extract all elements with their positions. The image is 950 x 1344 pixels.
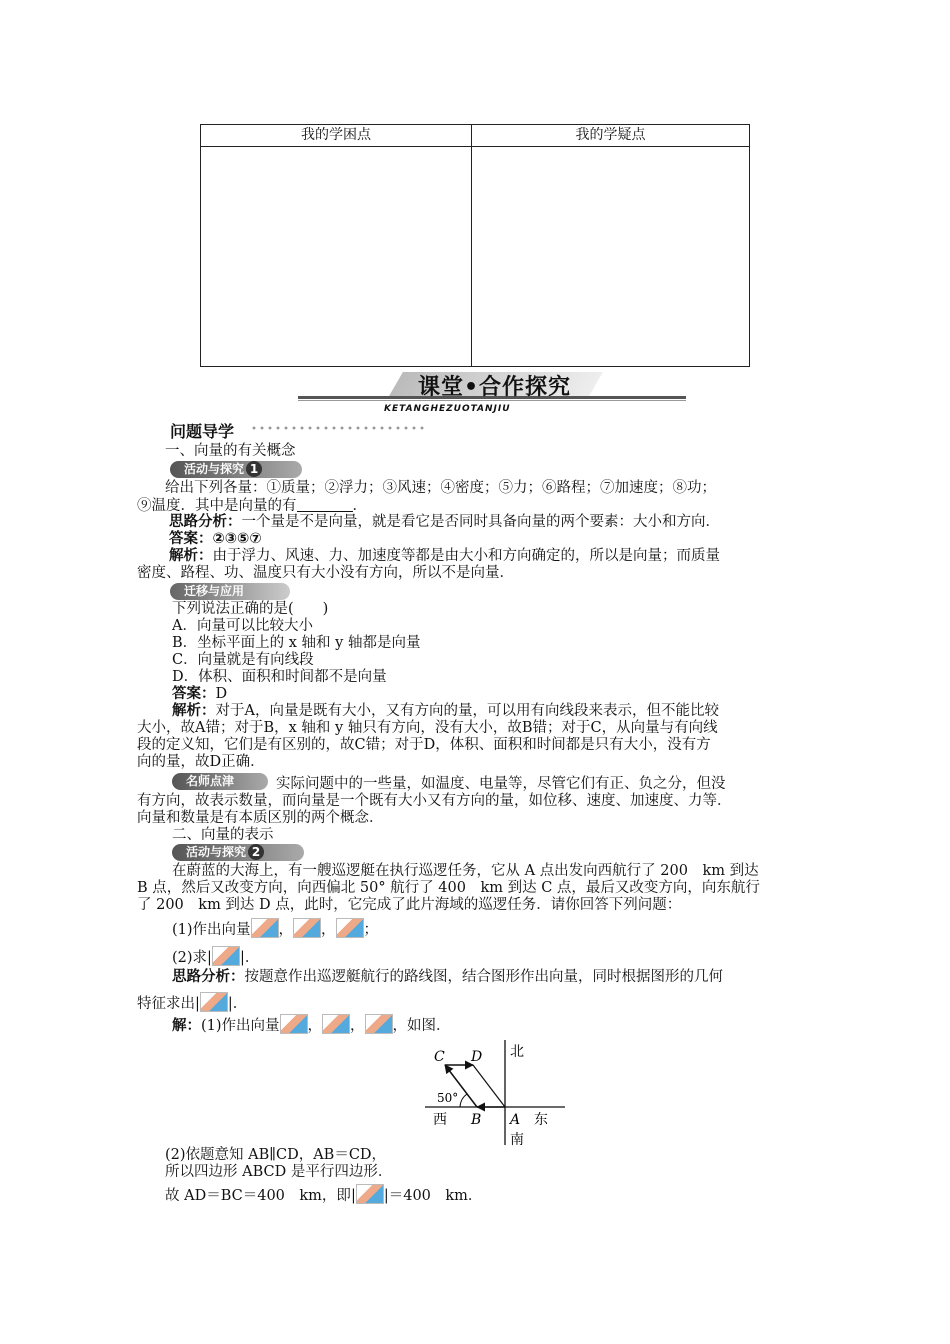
q3-line1: 在蔚蓝的大海上，有一艘巡逻艇在执行巡逻任务，它从 A 点出发向西航行了 200 km 到达 bbox=[172, 863, 759, 879]
explain1-line2: 密度、路程、功、温度只有大小没有方向，所以不是向量． bbox=[137, 565, 514, 581]
teacher-line3: 向量和数量是有本质区别的两个概念． bbox=[137, 810, 384, 826]
q2-option-c: C．向量就是有向线段 bbox=[172, 652, 314, 668]
answer-blank bbox=[297, 497, 353, 512]
label-a: A bbox=[510, 1112, 521, 1128]
answer1: 答案：②③⑤⑦ bbox=[169, 531, 262, 547]
vector-image bbox=[212, 946, 240, 966]
vector-image bbox=[356, 1184, 384, 1204]
label-north: 北 bbox=[510, 1044, 524, 1060]
q3-line2: B 点，然后又改变方向，向西偏北 50° 航行了 400 km 到达 C 点，最后又改变方向，向东航行 bbox=[137, 880, 760, 896]
table-header-rule bbox=[201, 146, 749, 147]
teacher-line2: 有方向，故表示数量，而向量是一个既有大小又有方向的量，如位移、速度、加速度、力等． bbox=[137, 793, 732, 809]
activity2-number: 2 bbox=[248, 844, 264, 860]
q2-stem: 下列说法正确的是( ) bbox=[172, 601, 329, 617]
vector-image bbox=[336, 918, 364, 938]
guide-label: 问题导学 bbox=[170, 422, 235, 441]
sol2-line2: 所以四边形 ABCD 是平行四边形． bbox=[165, 1164, 393, 1180]
label-angle: 50° bbox=[437, 1091, 459, 1105]
table-divider bbox=[471, 125, 472, 366]
vector-image bbox=[251, 918, 279, 938]
explain1-line1: 解析：由于浮力、风速、力、加速度等都是由大小和方向确定的，所以是向量；而质量 bbox=[169, 548, 720, 564]
activity1-tag: 活动与探究 1 bbox=[170, 461, 302, 478]
q3-line3: 了 200 km 到达 D 点，此时，它完成了此片海域的巡逻任务．请你回答下列问题： bbox=[137, 897, 682, 913]
dotted-rule bbox=[250, 425, 426, 431]
section2-title: 二、向量的表示 bbox=[172, 827, 274, 843]
answer2: 答案：D bbox=[172, 686, 228, 702]
explain2-line1: 解析：对于A，向量是既有大小，又有方向的量，可以用有向线段来表示，但不能比较 bbox=[172, 703, 719, 719]
label-b: B bbox=[471, 1112, 482, 1128]
q1-line2: ⑨温度．其中是向量的有 ． bbox=[137, 498, 367, 514]
banner-title: 课堂•合作探究 bbox=[418, 375, 572, 400]
activity1-number: 1 bbox=[246, 461, 262, 477]
segment-da bbox=[473, 1065, 505, 1107]
q1-line1: 给出下列各量：①质量；②浮力；③风速；④密度；⑤力；⑥路程；⑦加速度；⑧功； bbox=[165, 480, 716, 496]
route-diagram bbox=[425, 1040, 565, 1150]
q2-option-a: A．向量可以比较大小 bbox=[172, 618, 313, 634]
vector-image bbox=[293, 918, 321, 938]
q3-part1: (1)作出向量 ， ， ； bbox=[172, 918, 378, 939]
q2-option-b: B．坐标平面上的 x 轴和 y 轴都是向量 bbox=[172, 635, 421, 651]
q3-part2: (2)求| |． bbox=[172, 946, 259, 967]
explain2-line3: 段的定义知，它们是有区别的，故C错；对于D，体积、面积和时间都是只有大小，没有方 bbox=[137, 737, 711, 753]
section-banner bbox=[298, 368, 686, 418]
section1-title: 一、向量的有关概念 bbox=[165, 443, 296, 459]
vector-image bbox=[365, 1014, 393, 1034]
transfer-tag: 迁移与应用 bbox=[170, 583, 290, 600]
label-east: 东 bbox=[534, 1112, 548, 1128]
label-c: C bbox=[434, 1049, 445, 1065]
teacher-tag: 名师点津 bbox=[172, 773, 268, 790]
notes-table bbox=[200, 124, 750, 367]
activity2-tag: 活动与探究 2 bbox=[172, 844, 304, 861]
solution-part1: 解：(1)作出向量 ， ， ，如图． bbox=[172, 1014, 451, 1035]
notes-col1-header: 我的学困点 bbox=[301, 127, 371, 143]
sol2-line3: 故 AD＝BC＝400 km，即| |＝400 km． bbox=[165, 1184, 482, 1205]
teacher-line1: 实际问题中的一些量，如温度、电量等，尽管它们有正、负之分，但没 bbox=[276, 776, 726, 792]
vector-image bbox=[280, 1014, 308, 1034]
label-west: 西 bbox=[433, 1112, 447, 1128]
angle-arc bbox=[460, 1094, 467, 1107]
explain2-line4: 向的量，故D正确． bbox=[137, 754, 265, 770]
analysis3-line2: 特征求出| |． bbox=[137, 992, 247, 1013]
vector-image bbox=[322, 1014, 350, 1034]
label-d: D bbox=[471, 1049, 483, 1065]
notes-col2-header: 我的学疑点 bbox=[575, 127, 646, 143]
analysis1: 思路分析：一个量是不是向量，就是看它是否同时具备向量的两个要素：大小和方向． bbox=[169, 514, 720, 530]
label-south: 南 bbox=[510, 1132, 524, 1148]
banner-subtitle: KETANGHEZUOTANJIU bbox=[384, 404, 511, 414]
q2-option-d: D．体积、面积和时间都不是向量 bbox=[172, 669, 387, 685]
sol2-line1: (2)依题意知 AB∥CD，AB＝CD， bbox=[165, 1147, 387, 1163]
analysis3-line1: 思路分析：按题意作出巡逻艇航行的路线图，结合图形作出向量，同时根据图形的几何 bbox=[172, 969, 723, 985]
explain2-line2: 大小，故A错；对于B，x 轴和 y 轴只有方向，没有大小，故B错；对于C，从向量与有向线 bbox=[137, 720, 718, 736]
vector-image bbox=[200, 992, 228, 1012]
